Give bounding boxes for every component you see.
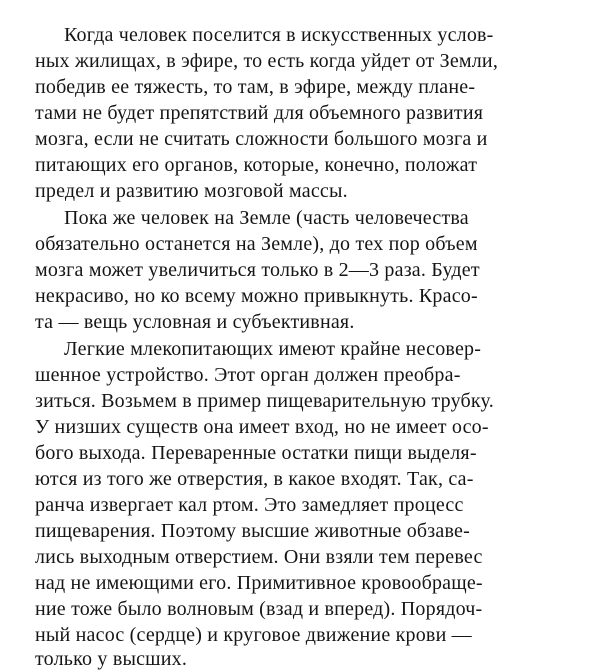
paragraph-3-line-5: бого выхода. Переваренные остатки пищи выделя- bbox=[35, 442, 477, 464]
paragraph-3-line-3: зиться. Возьмем в пример пищеварительную трубку. bbox=[35, 390, 494, 412]
paragraph-3-line-11: ние тоже было волновым (взад и вперед). Порядоч- bbox=[35, 598, 483, 620]
paragraph-1-line-5: мозга, если не считать сложности большого мозга и bbox=[35, 128, 488, 150]
paragraph-2-line-4: некрасиво, но ко всему можно привыкнуть. Красо- bbox=[35, 285, 478, 307]
paragraph-3-line-1: Легкие млекопитающих имеют крайне несовер- bbox=[64, 338, 482, 360]
paragraph-3-line-13: только у высших. bbox=[35, 648, 188, 670]
paragraph-1-line-1: Когда человек поселится в искусственных услов- bbox=[64, 24, 494, 46]
paragraph-1-line-4: тами не будет препятствий для объемного развития bbox=[35, 102, 484, 124]
paragraph-2-line-5: та — вещь условная и субъективная. bbox=[35, 311, 355, 333]
paragraph-1-line-2: ных жилищах, в эфире, то есть когда уйдет от Земли, bbox=[35, 50, 499, 72]
paragraph-3-line-8: пищеварения. Поэтому высшие животные обзаве- bbox=[35, 520, 470, 542]
paragraph-1-line-6: питающих его органов, которые, конечно, положат bbox=[35, 154, 478, 176]
paragraph-3-line-9: лись выходным отверстием. Они взяли тем перевес bbox=[35, 546, 483, 568]
paragraph-3-line-10: над не имеющими его. Примитивное кровообраще- bbox=[35, 572, 483, 594]
paragraph-1-line-7: предел и развитию мозговой массы. bbox=[35, 180, 348, 202]
paragraph-3-line-4: У низших существ она имеет вход, но не имеет осо- bbox=[35, 416, 489, 438]
paragraph-3-line-6: ются из того же отверстия, в какое входят. Так, са- bbox=[35, 468, 474, 490]
paragraph-3-line-2: шенное устройство. Этот орган должен преобра- bbox=[35, 364, 461, 386]
paragraph-2-line-3: мозга может увеличиться только в 2—3 раза. Будет bbox=[35, 259, 480, 281]
paragraph-2-line-2: обязательно останется на Земле), до тех пор объем bbox=[35, 233, 478, 255]
paragraph-3-line-12: ный насос (сердце) и круговое движение крови — bbox=[35, 624, 472, 646]
paragraph-1-line-3: победив ее тяжесть, то там, в эфире, между плане- bbox=[35, 76, 476, 98]
paragraph-3-line-7: ранча извергает кал ртом. Это замедляет процесс bbox=[35, 494, 464, 516]
paragraph-2-line-1: Пока же человек на Земле (часть человечества bbox=[64, 207, 469, 229]
